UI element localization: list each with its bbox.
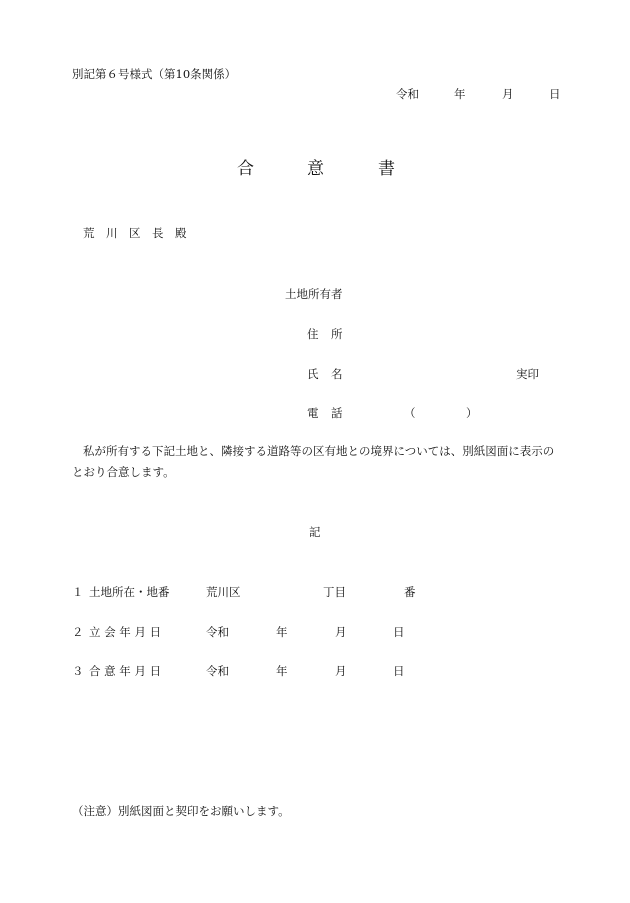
name-label-char-2: 名 bbox=[331, 367, 343, 381]
ki-heading: 記 bbox=[309, 525, 321, 539]
date-year: 年 bbox=[454, 87, 466, 101]
note-text: （注意）別紙図面と契印をお願いします。 bbox=[72, 804, 290, 818]
item-value-chome: 丁目 bbox=[323, 585, 346, 599]
date-era: 令和 bbox=[396, 87, 419, 101]
item-value-ward: 荒川区 bbox=[206, 585, 241, 599]
address-label-char-1: 住 bbox=[307, 327, 319, 341]
title-char-2: 意 bbox=[307, 159, 324, 179]
title-char-1: 合 bbox=[237, 159, 254, 179]
phone-label-char-2: 話 bbox=[331, 406, 343, 420]
owner-heading: 土地所有者 bbox=[285, 287, 343, 301]
date-day: 日 bbox=[549, 87, 561, 101]
item-value-year: 年 bbox=[276, 625, 288, 639]
item-value-month: 月 bbox=[335, 625, 347, 639]
item-value-era: 令和 bbox=[206, 625, 229, 639]
addressee-char-2: 川 bbox=[106, 226, 118, 240]
item-value-day: 日 bbox=[393, 664, 405, 678]
item-label: 立 会 年 月 日 bbox=[89, 625, 162, 639]
item-number: ３ bbox=[72, 664, 84, 678]
phone-label-char-1: 電 bbox=[307, 406, 319, 420]
address-label-char-2: 所 bbox=[331, 327, 343, 341]
item-label: 合 意 年 月 日 bbox=[89, 664, 162, 678]
item-label: 土地所在・地番 bbox=[89, 585, 170, 599]
statement-line-2: とおり合意します。 bbox=[72, 465, 175, 479]
addressee-char-5: 殿 bbox=[175, 226, 187, 240]
item-number: １ bbox=[72, 585, 84, 599]
item-value-era: 令和 bbox=[206, 664, 229, 678]
item-value-ban: 番 bbox=[404, 585, 416, 599]
item-value-day: 日 bbox=[393, 625, 405, 639]
statement-line-1: 私が所有する下記土地と、隣接する道路等の区有地との境界については、別紙図面に表示の bbox=[83, 444, 555, 458]
addressee-char-1: 荒 bbox=[83, 226, 95, 240]
addressee-char-4: 長 bbox=[152, 226, 164, 240]
phone-paren-close: ） bbox=[466, 406, 478, 420]
item-value-month: 月 bbox=[335, 664, 347, 678]
name-label-char-1: 氏 bbox=[307, 367, 319, 381]
addressee-char-3: 区 bbox=[129, 226, 141, 240]
title-char-3: 書 bbox=[378, 159, 395, 179]
date-month: 月 bbox=[502, 87, 514, 101]
seal-label: 実印 bbox=[516, 367, 539, 381]
item-value-year: 年 bbox=[276, 664, 288, 678]
phone-paren-open: （ bbox=[404, 406, 416, 420]
form-number: 別記第６号様式（第10条関係） bbox=[72, 67, 237, 81]
item-number: ２ bbox=[72, 625, 84, 639]
